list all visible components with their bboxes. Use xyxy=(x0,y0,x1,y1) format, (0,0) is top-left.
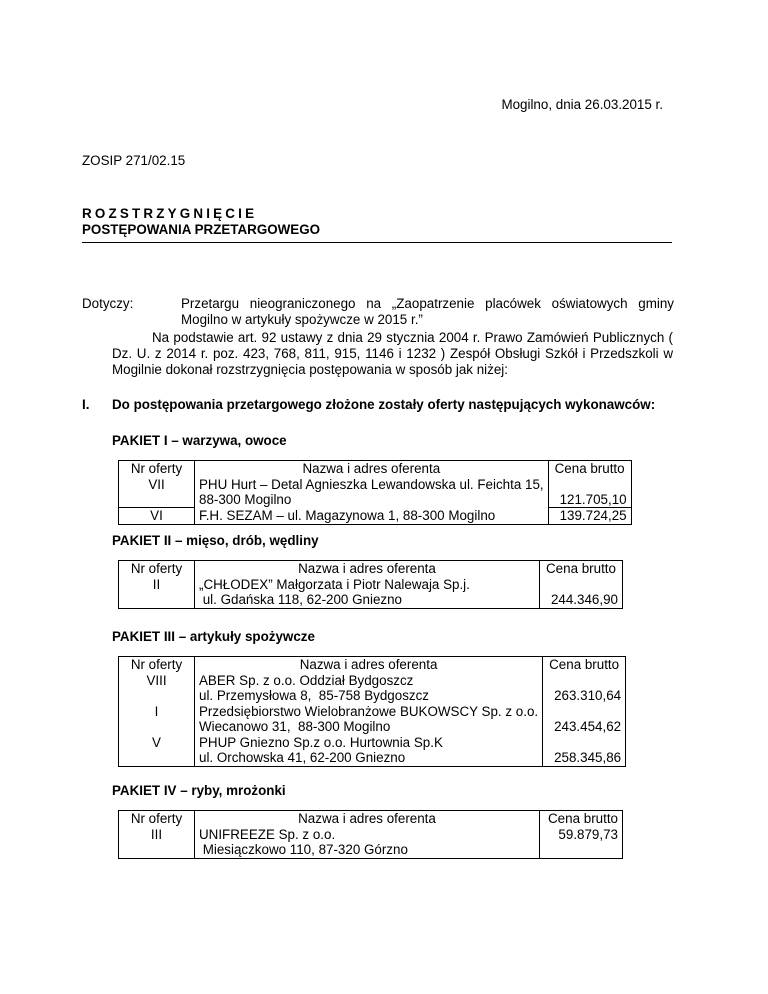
offer-price: 263.310,64 xyxy=(543,673,626,704)
document-subtitle: POSTĘPOWANIA PRZETARGOWEGO xyxy=(82,222,321,237)
offer-name-line: Przedsiębiorstwo Wielobranżowe BUKOWSCY Sp. z o.o. xyxy=(199,703,539,719)
table-row xyxy=(119,735,626,767)
offer-name-line: F.H. SEZAM – ul. Magazynowa 1, 88-300 Mogilno xyxy=(199,507,496,523)
header-nr: Nr oferty xyxy=(119,657,195,673)
section-number: I. xyxy=(82,397,90,412)
subject-label: Dotyczy: xyxy=(82,296,134,311)
offer-price: 121.705,10 xyxy=(548,477,631,508)
offer-name xyxy=(195,508,549,525)
header-price: Cena brutto xyxy=(548,811,618,826)
header-nr: Nr oferty xyxy=(130,811,183,826)
offer-nr: VIII xyxy=(119,673,195,704)
offer-name-line: ul. Przemysłowa 8, 85-758 Bydgoszcz xyxy=(199,688,429,703)
offer-name-line: ul. Gdańska 118, 62-200 Gniezno xyxy=(199,592,402,607)
table-header-row xyxy=(119,561,623,577)
offer-name-line: ul. Orchowska 41, 62-200 Gniezno xyxy=(199,750,406,765)
header-price: Cena brutto xyxy=(543,657,626,673)
offer-price: 244.346,90 xyxy=(540,577,623,609)
offer-name xyxy=(195,577,540,609)
offer-nr xyxy=(119,811,195,859)
offer-name-line: 88-300 Mogilno xyxy=(199,492,292,507)
offer-nr: V xyxy=(119,735,195,767)
offer-name-line: UNIFREEZE Sp. z o.o. xyxy=(199,826,336,842)
place-date: Mogilno, dnia 26.03.2015 r. xyxy=(501,97,663,112)
offers-table xyxy=(118,810,623,859)
offer-name-line: Wiecanowo 31, 88-300 Mogilno xyxy=(199,719,391,734)
offer-name-line: Miesiączkowo 110, 87-320 Górzno xyxy=(199,842,408,857)
document-title: ROZSTRZYGNIĘCIE xyxy=(82,206,258,221)
table-header-row xyxy=(119,657,626,673)
header-price: Cena brutto xyxy=(540,561,623,577)
subject-text: Przetargu nieograniczonego na „Zaopatrzenie placówek oświatowych gminy Mogilno w artykuły spożywcze w 2015 r.” xyxy=(181,296,674,327)
header-price: Cena brutto xyxy=(548,461,631,477)
offer-price xyxy=(540,811,623,859)
header-nr: Nr oferty xyxy=(119,561,195,577)
offer-price: 243.454,62 xyxy=(543,704,626,735)
offer-name-line: PHU Hurt – Detal Agnieszka Lewandowska ul. Feichta 15, xyxy=(199,476,544,492)
offer-name xyxy=(195,673,543,704)
pakiet-title: PAKIET III – artykuły spożywcze xyxy=(112,629,315,644)
section-title: Do postępowania przetargowego złożone zostały oferty następujących wykonawców: xyxy=(112,397,656,412)
table-header-row xyxy=(119,461,632,477)
offer-nr: VI xyxy=(119,508,195,525)
title-divider xyxy=(82,242,672,243)
offers-table xyxy=(118,656,626,767)
reference-number: ZOSIP 271/02.15 xyxy=(82,153,186,168)
offer-price: 258.345,86 xyxy=(543,735,626,767)
offer-price-value: 59.879,73 xyxy=(558,826,618,842)
header-name: Nazwa i adres oferenta xyxy=(195,657,543,673)
header-name: Nazwa i adres oferenta xyxy=(298,811,436,826)
table-row xyxy=(119,673,626,704)
offer-price: 139.724,25 xyxy=(548,508,631,525)
pakiet-title: PAKIET IV – ryby, mrożonki xyxy=(112,783,286,798)
intro-paragraph: Na podstawie art. 92 ustawy z dnia 29 stycznia 2004 r. Prawo Zamówień Publicznych ( Dz. U. z 2014 r. poz. 423, 768, 811, 915, 1146 i 1232 ) Zespół Obsługi Szkół i Przedszkoli w Mogilnie dokonał rozstrzygnięcia postępowania w sposób jak niżej: xyxy=(112,330,673,377)
pakiet-title: PAKIET II – mięso, drób, wędliny xyxy=(112,533,319,548)
table-row xyxy=(119,811,623,859)
pakiet-title: PAKIET I – warzywa, owoce xyxy=(112,433,287,448)
table-row xyxy=(119,577,623,609)
header-name: Nazwa i adres oferenta xyxy=(195,561,540,577)
offer-nr: II xyxy=(119,577,195,609)
offer-name xyxy=(195,735,543,767)
table-row xyxy=(119,704,626,735)
offer-name-line: „CHŁODEX” Małgorzata i Piotr Nalewaja Sp.j. xyxy=(199,576,470,592)
offers-table xyxy=(118,460,632,525)
table-row xyxy=(119,477,632,508)
offer-nr-value: III xyxy=(150,826,163,842)
offer-nr: I xyxy=(119,704,195,735)
offer-name xyxy=(195,704,543,735)
offer-name xyxy=(195,811,540,859)
table-row xyxy=(119,508,632,525)
offers-table xyxy=(118,560,623,609)
offer-nr: VII xyxy=(119,477,195,508)
offer-name-line: ABER Sp. z o.o. Oddział Bydgoszcz xyxy=(199,672,414,688)
header-nr: Nr oferty xyxy=(119,461,195,477)
offer-name-line: PHUP Gniezno Sp.z o.o. Hurtownia Sp.K xyxy=(199,734,443,750)
header-name: Nazwa i adres oferenta xyxy=(195,461,549,477)
offer-name xyxy=(195,477,549,508)
